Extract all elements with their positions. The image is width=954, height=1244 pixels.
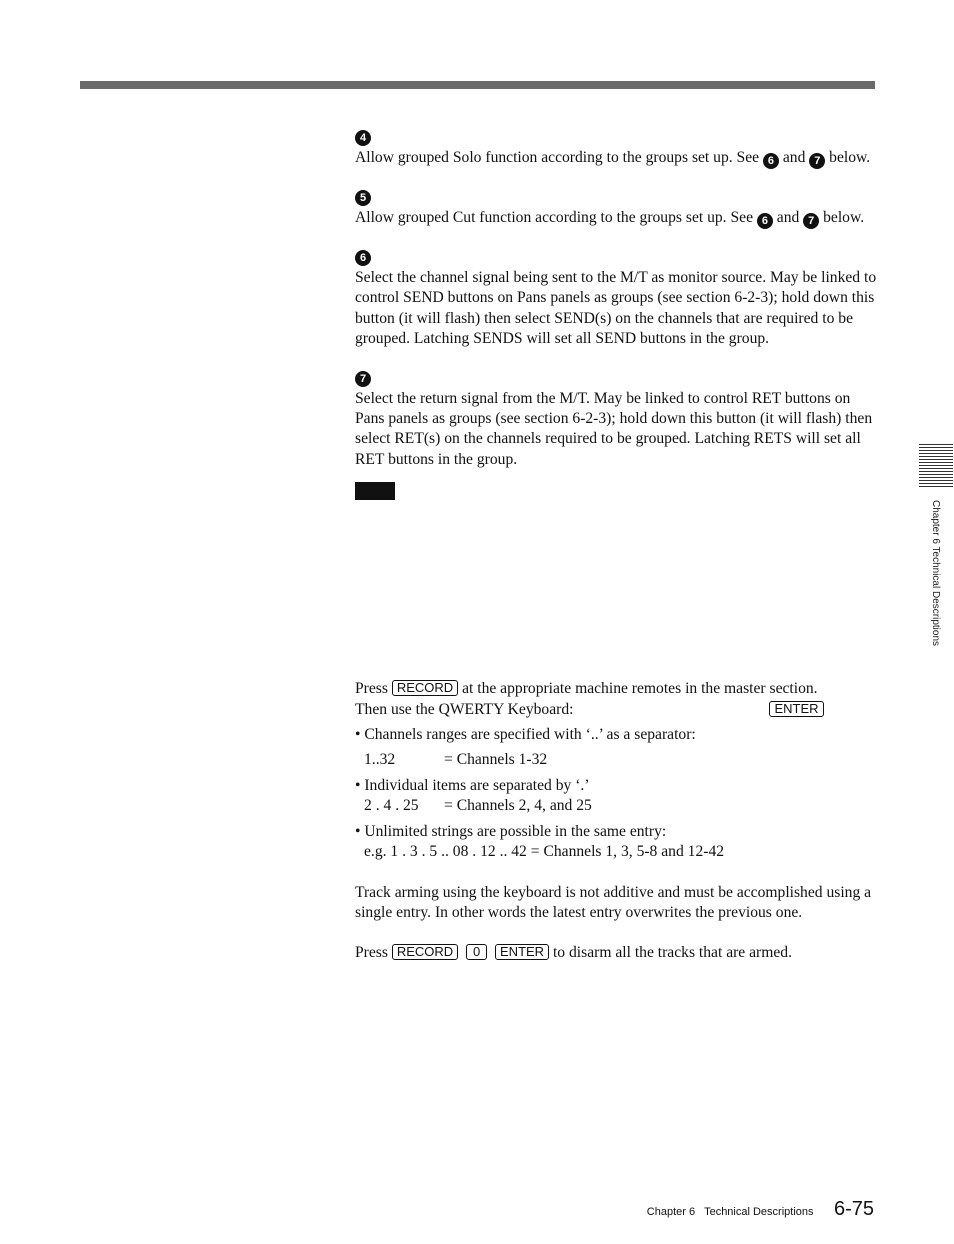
chapter-tab-label: Chapter 6 Technical Descriptions bbox=[930, 500, 941, 647]
section-6 bbox=[355, 250, 877, 350]
ref-6: 6 bbox=[757, 213, 773, 229]
footer-chapter: Chapter 6 Technical Descriptions bbox=[646, 1206, 814, 1218]
record-key: RECORD bbox=[392, 944, 458, 960]
page-number: 6-75 bbox=[833, 1198, 874, 1220]
section-5-text: Allow grouped Cut function according to the groups set up. See 6 and 7 below. bbox=[355, 209, 865, 227]
arming-instruction: Press RECORD at the appropriate machine remotes in the master section. bbox=[355, 680, 818, 698]
enter-key: ENTER bbox=[495, 944, 549, 960]
bullet-range: • Channels ranges are specified with ‘..’ as a separator: bbox=[355, 726, 696, 744]
note-marker bbox=[355, 482, 395, 500]
arming-note: Track arming using the keyboard is not additive and must be accomplished using a single entry. In other words the latest entry overwrites the previous one. bbox=[355, 883, 872, 921]
page-footer bbox=[647, 1198, 874, 1221]
section-6-text: Select the channel signal being sent to the M/T as monitor source. May be linked to control SEND buttons on Pans panels as groups (see section 6-2-3); hold down this button (it will flash) then select SEND(s) on the channels that are required to be grouped. Latching SENDS will set all SEND buttons in the group. bbox=[355, 269, 877, 348]
ref-7: 7 bbox=[803, 213, 819, 229]
ref-6: 6 bbox=[763, 153, 779, 169]
example-range: 1..32 = Channels 1-32 bbox=[364, 751, 548, 769]
section-number-5: 5 bbox=[355, 190, 371, 206]
section-4 bbox=[355, 130, 877, 169]
arming-keyboard-line: Then use the QWERTY Keyboard: ENTER bbox=[355, 700, 877, 720]
bullet-unlimited: • Unlimited strings are possible in the same entry: bbox=[355, 822, 667, 840]
record-key: RECORD bbox=[392, 680, 458, 696]
chapter-tab bbox=[919, 444, 953, 489]
section-7-text: Select the return signal from the M/T. May be linked to control RET buttons on Pans panels as groups (see section 6-2-3); hold down this button (it will flash) then select RET(s) on the channels required to be grouped. Latching RETS will set all RET buttons in the group. bbox=[355, 389, 873, 468]
section-5 bbox=[355, 190, 877, 229]
zero-key: 0 bbox=[466, 944, 487, 960]
section-4-text: Allow grouped Solo function according to the groups set up. See 6 and 7 below. bbox=[355, 149, 871, 167]
ref-7: 7 bbox=[809, 153, 825, 169]
bullet-individual: • Individual items are separated by ‘.’ bbox=[355, 776, 590, 794]
section-7 bbox=[355, 371, 877, 471]
section-number-7: 7 bbox=[355, 371, 371, 387]
example-unlimited: e.g. 1 . 3 . 5 .. 08 . 12 .. 42 = Channels 1, 3, 5-8 and 12-42 bbox=[364, 843, 725, 861]
section-number-6: 6 bbox=[355, 250, 371, 266]
main-content bbox=[355, 130, 877, 964]
track-arming-section bbox=[355, 679, 877, 963]
enter-key: ENTER bbox=[769, 701, 823, 717]
example-individual: 2 . 4 . 25 = Channels 2, 4, and 25 bbox=[364, 797, 592, 815]
disarm-instruction: Press RECORD 0 ENTER to disarm all the tracks that are armed. bbox=[355, 944, 792, 962]
header-rule bbox=[80, 81, 875, 89]
section-number-4: 4 bbox=[355, 130, 371, 146]
